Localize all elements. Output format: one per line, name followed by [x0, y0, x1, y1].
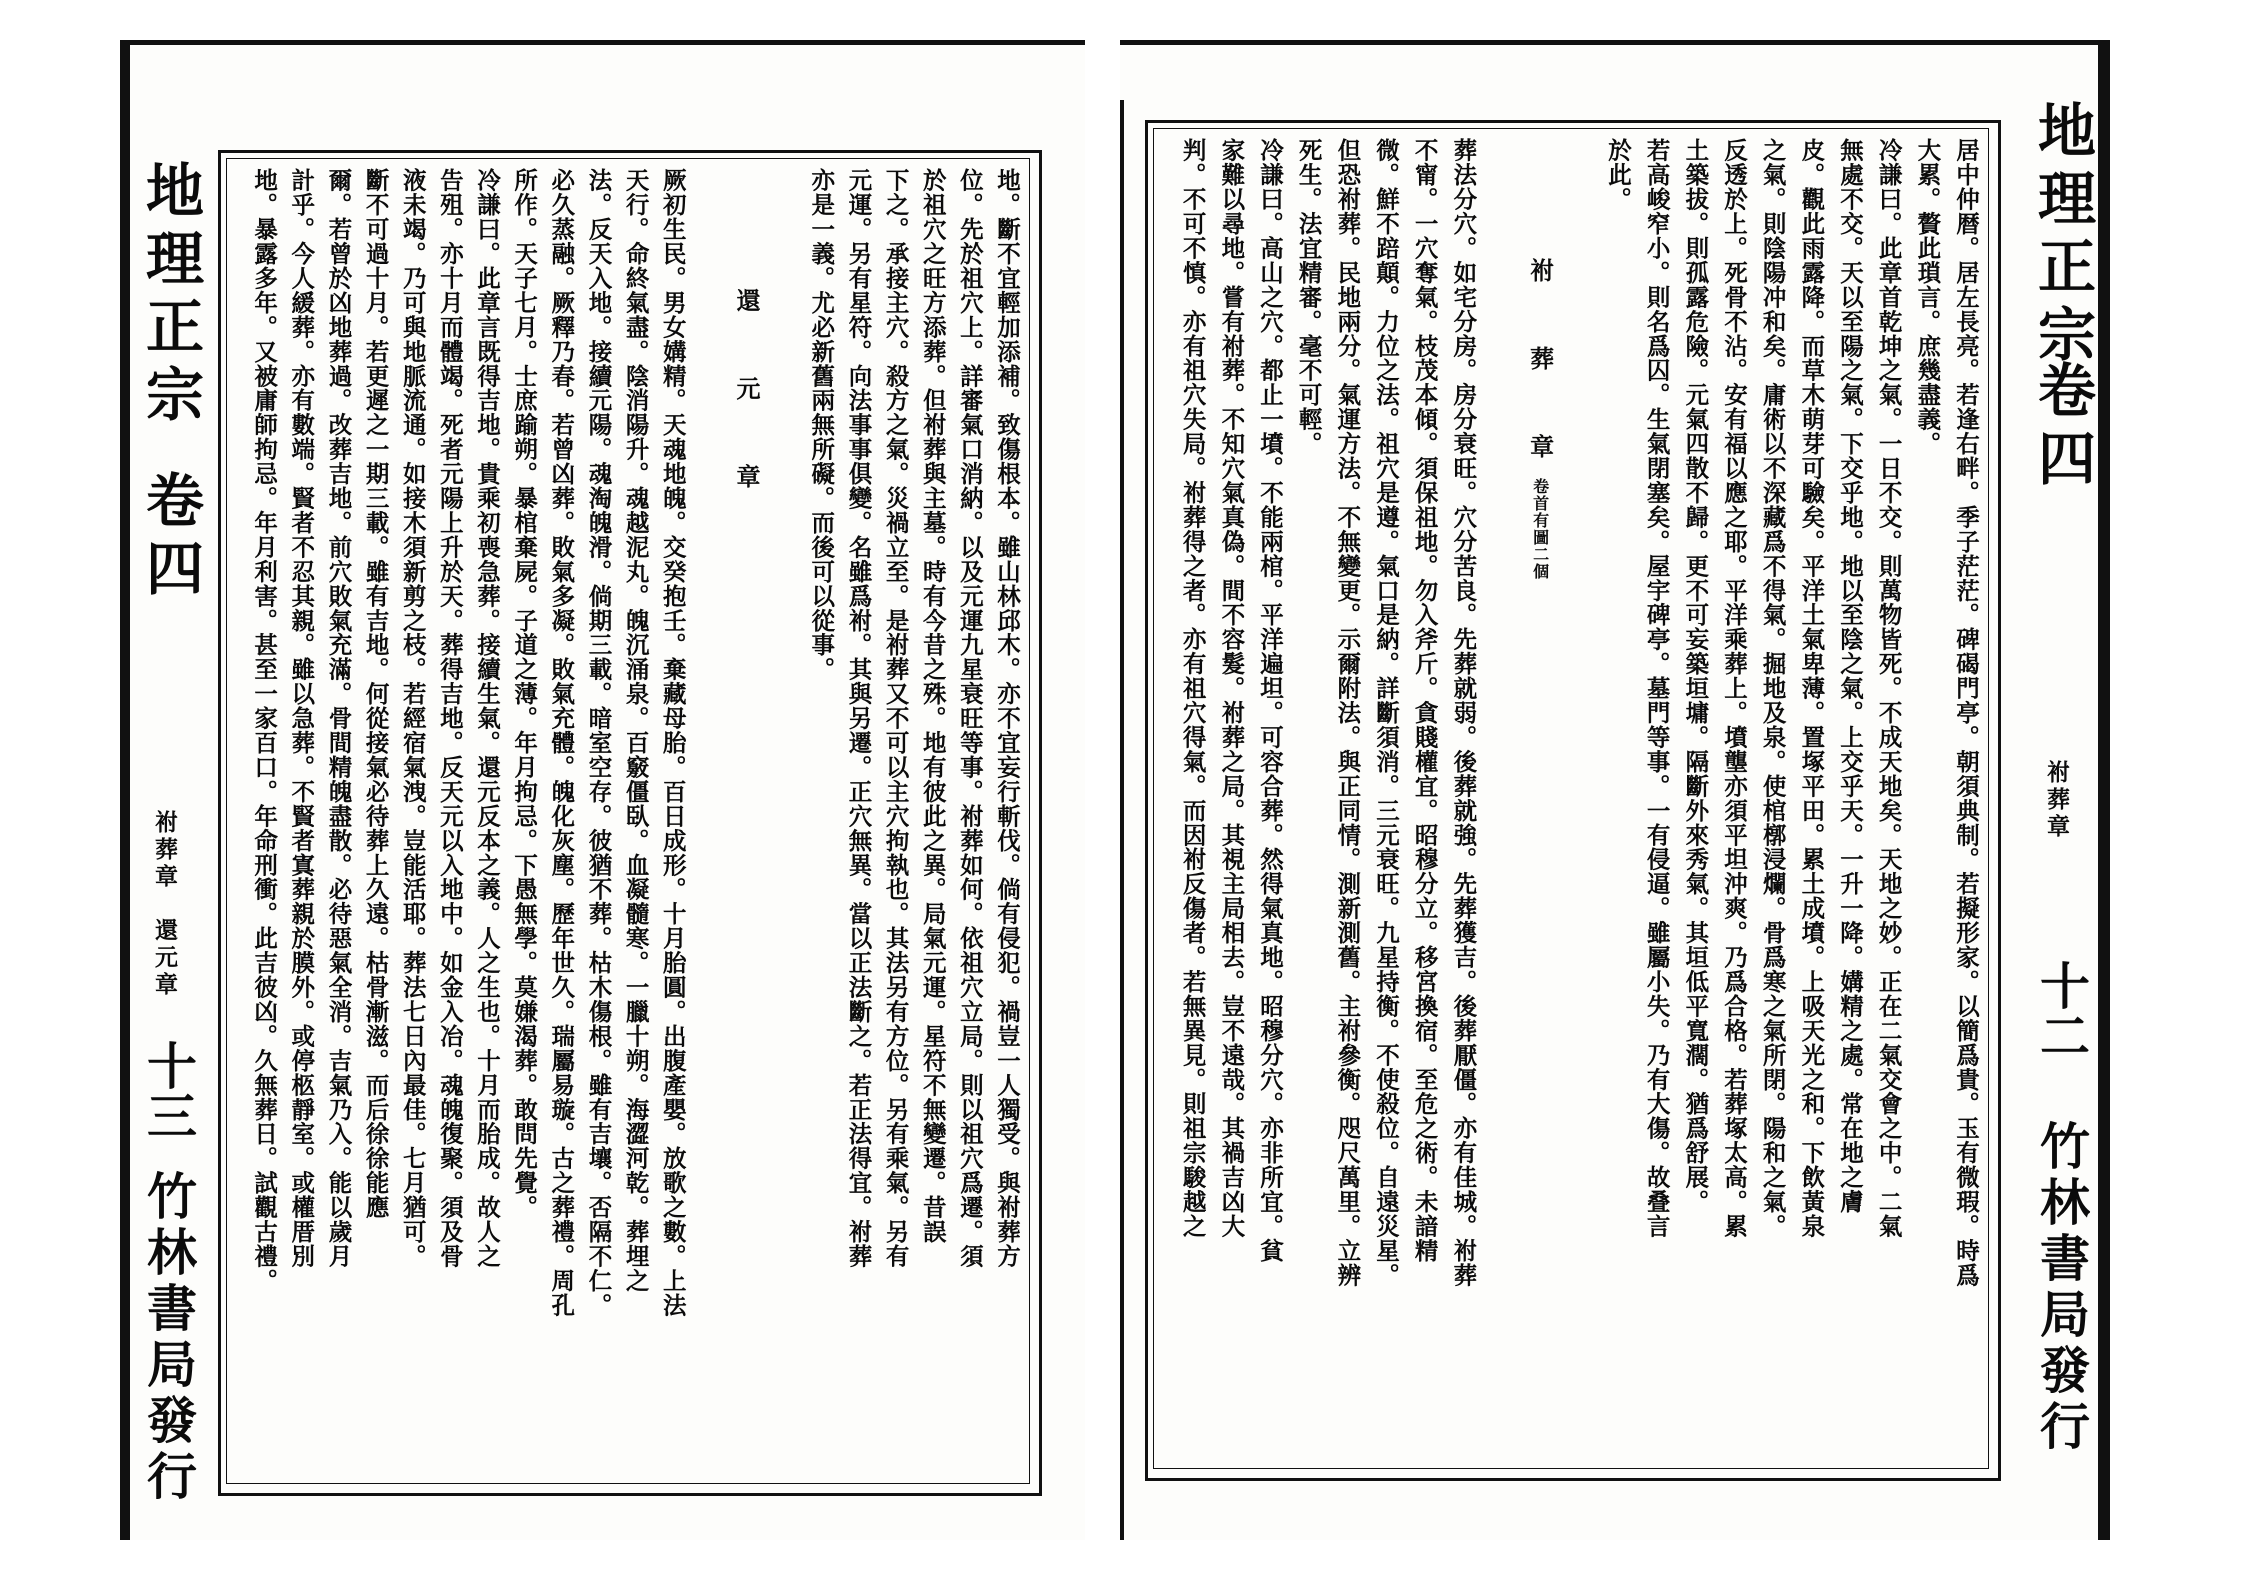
- left-text-body: [238, 168, 1021, 1473]
- text-column: 必久蒸融。厥釋乃春。若曾凶葬。敗氣多凝。敗氣充體。魄化灰塵。歷年世久。瑞屬易璇。古之葬禮。周孔: [547, 168, 576, 1318]
- text-column: 法。反天入地。接續元陽。魂淘魄滑。倘期三載。暗室空存。彼猶不葬。枯木傷根。雖有吉壤。否隔不仁。: [584, 168, 613, 1318]
- text-column: 液未竭。乃可與地脈流通。如接木須新剪之枝。若經宿氣洩。豈能活耶。葬法七日內最佳。七月猶可。: [398, 168, 427, 1269]
- text-column: 反透於上。死骨不沾。安有福以應之耶。平洋乘葬上。墳壟亦須平坦沖爽。乃爲合格。若葬塚太高。累: [1720, 138, 1748, 1239]
- text-column: 天行。命終氣盡。陰消陽升。魂越泥丸。魄沉涌泉。百竅僵臥。血凝髓寒。一臘十朔。海澀河乾。葬埋之: [621, 168, 650, 1293]
- chapter-heading: 還 元 章: [732, 288, 761, 508]
- text-column: [1474, 138, 1513, 1458]
- text-column: 冷謙曰。高山之穴。都止一墳。不能兩棺。平洋遍坦。可容合葬。然得氣真地。昭穆分穴。亦非所宜。貧: [1256, 138, 1284, 1263]
- text-column: 於此。: [1604, 138, 1632, 212]
- left-page: [120, 40, 1085, 1540]
- text-column: 斷不可過十月。若更遲之一期三載。雖有吉地。何從接氣必待葬上久遠。枯骨漸滋。而后徐徐能應: [361, 168, 390, 1220]
- text-column: 之氣。則陰陽冲和矣。庸術以不深藏爲不得氣。掘地及泉。使棺槨浸爛。骨爲寒之氣所閉。陽和之氣。: [1758, 138, 1787, 1239]
- text-column: [684, 168, 721, 1473]
- right-publisher: 竹林書局發行: [2032, 1120, 2091, 1456]
- right-section-labels: 祔葬章: [2043, 760, 2070, 841]
- text-column: 死生。法宜精審。毫不可輕。: [1294, 138, 1323, 456]
- text-column: 亦是一義。尤必新舊兩無所礙。而後可以從事。: [807, 168, 836, 682]
- text-column: 若高峻窄小。則名爲囚。生氣閉塞矣。屋宇碑亭。墓門等事。一有侵逼。雖屬小失。乃有大傷。故叠言: [1642, 138, 1671, 1239]
- text-column: 冷謙曰。此章首乾坤之氣。一日不交。則萬物皆死。不成天地矣。天地之妙。正在二氣交會之中。二氣: [1874, 138, 1903, 1239]
- text-column: 大累。贅此瑣言。庶幾盡義。: [1913, 138, 1942, 456]
- text-column: 位。先於祖穴上。詳審氣口消納。以及元運九星衰旺等事。祔葬如何。依祖穴立局。則以祖穴爲遷。須: [955, 168, 984, 1269]
- right-volume-label: 卷四: [2028, 360, 2096, 496]
- text-column: 不甯。一穴奪氣。枝茂本傾。須保祖地。勿入斧斤。貪賤權宜。昭穆分立。移宮換宿。至危之術。未諳精: [1410, 138, 1439, 1263]
- left-volume-label: 卷四: [136, 470, 204, 606]
- text-column: [1552, 138, 1591, 1458]
- right-page-top-edge: [1120, 40, 2110, 45]
- left-page-top-edge: [120, 40, 1085, 45]
- text-column: 告殂。亦十月而體竭。死者元陽上升於天。葬得吉地。反天元以入地中。如金入冶。魂魄復聚。須及骨: [435, 168, 464, 1269]
- text-column: 爾。若曾於凶地葬過。改葬吉地。前穴敗氣充滿。骨間精魄盡散。必待惡氣全消。吉氣乃入。能以歲月: [324, 168, 353, 1269]
- text-column: 微。鮮不踣顛。力位之法。祖穴是遵。氣口是納。詳斷須消。三元衰旺。九星持衡。不使殺位。自遠災星。: [1372, 138, 1400, 1288]
- text-column: 無處不交。天以至陽之氣。下交乎地。地以至陰之氣。上交乎天。一升一降。媾精之處。常在地之膚: [1836, 138, 1864, 1214]
- text-column: 所作。天子七月。士庶踰朔。暴棺棄屍。子道之薄。年月拘忌。下愚無學。莫嫌渴葬。敢問先覺。: [510, 168, 539, 1220]
- right-page-number: 十二: [2032, 960, 2091, 1060]
- text-column: 於祖穴之旺方添葬。但祔葬與主墓。時有今昔之殊。地有彼此之異。局氣元運。星符不無變遷。昔誤: [918, 168, 947, 1244]
- text-column: 元運。另有星符。向法事事俱變。名雖爲祔。其與另遷。正穴無異。當以正法斷之。若正法得宜。祔葬: [844, 168, 873, 1269]
- right-page: [1120, 40, 2110, 1540]
- text-column: 厥初生民。男女媾精。天魂地魄。交癸抱壬。棄藏母胎。百日成形。十月胎圓。出腹產嬰。放歌之數。上法: [658, 168, 687, 1318]
- left-book-title: 地理正宗: [136, 160, 204, 432]
- text-column: 計乎。今人緩葬。亦有數端。賢者不忍其親。雖以急葬。不賢者寘葬親於膜外。或停柩靜室。或權厝別: [287, 168, 316, 1269]
- left-section-labels: 祔葬章 還元章: [151, 810, 178, 999]
- left-page-number: 十三: [139, 1040, 198, 1140]
- text-column: 地。暴露多年。又被庸師拘忌。年月利害。甚至一家百口。年命刑衝。此吉彼凶。久無葬日。試觀古禮。: [250, 168, 279, 1293]
- text-column: 但恐祔葬。民地兩分。氣運方法。不無變更。示爾附法。與正同情。測新測舊。主祔參衡。咫尺萬里。立辨: [1333, 138, 1362, 1288]
- text-column: 土築拔。則孤露危險。元氣四散不歸。更不可妄築垣墉。隔斷外來秀氣。其垣低平寬濶。猶爲舒展。: [1681, 138, 1710, 1214]
- text-column: 皮。觀此雨露降。而草木萌芽可驗矣。平洋土氣卑薄。置塚平田。累土成墳。上吸天光之和。下飲黃泉: [1797, 138, 1826, 1239]
- text-column: [758, 168, 795, 1473]
- text-column: 冷謙曰。此章言既得吉地。貴乘初喪急葬。接續生氣。還元反本之義。人之生也。十月而胎成。故人之: [473, 168, 501, 1269]
- text-column: 地。斷不宜輕加添補。致傷根本。雖山林邱木。亦不宜妄行斬伐。倘有侵犯。禍豈一人獨受。與祔葬方: [993, 168, 1021, 1269]
- chapter-heading: 祔 葬 章卷首有圖二個: [1525, 258, 1555, 580]
- left-publisher: 竹林書局發行: [139, 1170, 198, 1506]
- text-column: 家難以尋地。嘗有祔葬。不知穴氣真偽。間不容髮。祔葬之局。其視主局相去。豈不遠哉。其禍吉凶大: [1217, 138, 1246, 1239]
- text-column: 判。不可不慎。亦有祖穴失局。祔葬得之者。亦有祖穴得氣。而因祔反傷者。若無異見。則祖宗駿越之: [1178, 138, 1207, 1239]
- text-column: 下之。承接主穴。殺方之氣。災禍立至。是祔葬又不可以主穴拘執也。其法另有方位。另有乘氣。另有: [881, 168, 910, 1269]
- gutter-edge: [1120, 100, 1124, 1540]
- text-column: 居中仲暦。居左長亮。若逢右畔。季子茫茫。碑碣門亭。朝須典制。若擬形家。以簡爲貴。玉有微瑕。時爲: [1952, 138, 1980, 1288]
- text-column: 葬法分穴。如宅分房。房分衰旺。穴分苦良。先葬就弱。後葬就強。先葬獲吉。後葬厭僵。亦有佳城。祔葬: [1449, 138, 1478, 1288]
- right-text-body: [1165, 138, 1980, 1458]
- right-book-title: 地理正宗: [2028, 100, 2096, 372]
